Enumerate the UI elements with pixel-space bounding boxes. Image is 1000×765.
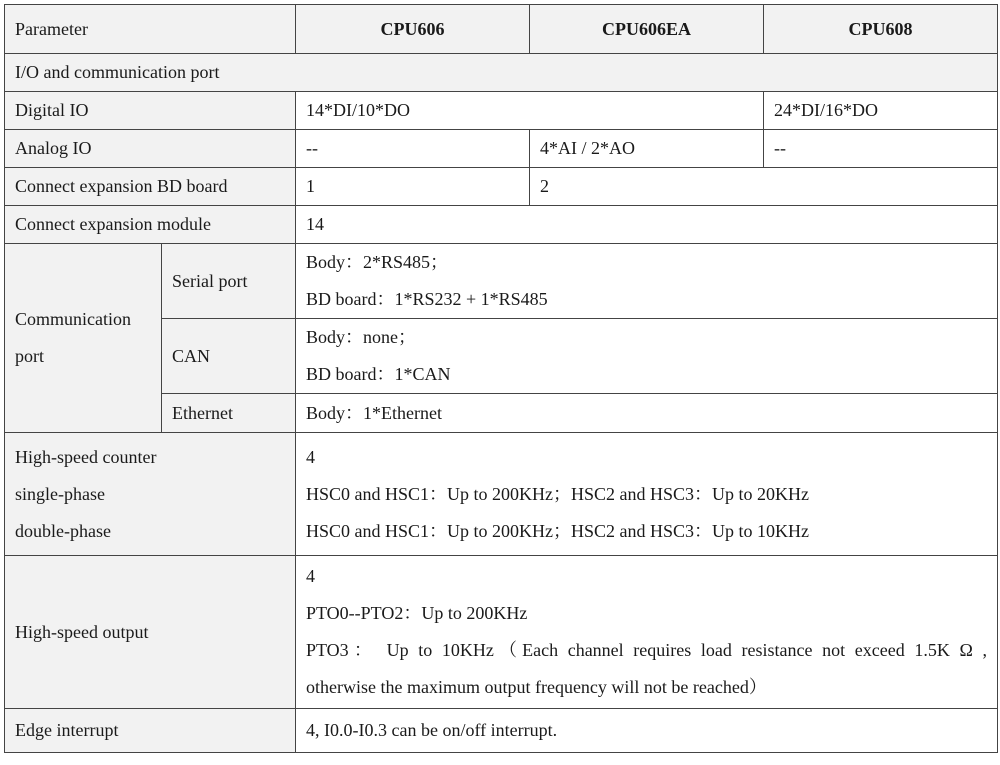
bd-board-cpu606ea-608: 2 — [530, 168, 998, 206]
digital-io-label: Digital IO — [5, 92, 296, 130]
section-io-title: I/O and communication port — [5, 54, 998, 92]
bd-board-label: Connect expansion BD board — [5, 168, 296, 206]
serial-port-label: Serial port — [162, 244, 296, 319]
serial-port-line2: BD board：1*RS232 + 1*RS485 — [306, 289, 548, 309]
cpu-spec-table — [4, 4, 998, 753]
hso-line4: otherwise the maximum output frequency will not be reached） — [306, 677, 767, 697]
edge-interrupt-label: Edge interrupt — [5, 709, 296, 753]
high-speed-counter-row — [5, 433, 998, 556]
high-speed-output-row — [5, 556, 998, 709]
high-speed-counter-label — [5, 433, 296, 556]
can-label: CAN — [162, 319, 296, 394]
hsc-label-line1: High-speed counter — [15, 446, 157, 467]
analog-io-row — [5, 130, 998, 168]
ethernet-label: Ethernet — [162, 394, 296, 433]
edge-interrupt-row — [5, 709, 998, 753]
section-row — [5, 54, 998, 92]
ethernet-line1: Body：1*Ethernet — [306, 402, 442, 423]
header-cpu606: CPU606 — [296, 5, 530, 54]
hso-line3: PTO3： Up to 10KHz（Each channel requires load resistance not exceed 1.5K Ω , — [306, 640, 987, 660]
digital-io-cpu608: 24*DI/16*DO — [764, 92, 998, 130]
header-cpu608: CPU608 — [764, 5, 998, 54]
hso-line2: PTO0--PTO2：Up to 200KHz — [306, 603, 528, 623]
hsc-line1: 4 — [306, 446, 315, 467]
bd-board-cpu606: 1 — [296, 168, 530, 206]
expansion-module-row — [5, 206, 998, 244]
expansion-module-label: Connect expansion module — [5, 206, 296, 244]
communication-label-line1: Communication — [15, 309, 131, 329]
hso-line1: 4 — [306, 566, 315, 586]
high-speed-output-label: High-speed output — [5, 556, 296, 709]
analog-io-cpu606: -- — [296, 130, 530, 168]
analog-io-label: Analog IO — [5, 130, 296, 168]
communication-label-line2: port — [15, 346, 44, 366]
communication-label — [5, 244, 162, 433]
high-speed-counter-value — [296, 433, 998, 556]
bd-board-row — [5, 168, 998, 206]
hsc-line3: HSC0 and HSC1：Up to 200KHz；HSC2 and HSC3：Up to 10KHz — [306, 520, 810, 541]
serial-port-line1: Body：2*RS485； — [306, 252, 449, 272]
hsc-label-line2: single-phase — [15, 483, 105, 504]
serial-port-value — [296, 244, 998, 319]
high-speed-output-value — [296, 556, 998, 709]
edge-interrupt-value: 4, I0.0-I0.3 can be on/off interrupt. — [296, 709, 998, 753]
hsc-label-line3: double-phase — [15, 520, 111, 541]
header-cpu606ea: CPU606EA — [530, 5, 764, 54]
header-parameter: Parameter — [5, 5, 296, 54]
can-line2: BD board：1*CAN — [306, 364, 451, 384]
can-line1: Body：none； — [306, 327, 416, 347]
can-value — [296, 319, 998, 394]
analog-io-cpu608: -- — [764, 130, 998, 168]
analog-io-cpu606ea: 4*AI / 2*AO — [530, 130, 764, 168]
expansion-module-value: 14 — [296, 206, 998, 244]
digital-io-row — [5, 92, 998, 130]
header-row — [5, 5, 998, 54]
serial-port-row — [5, 244, 998, 319]
digital-io-cpu606-606ea: 14*DI/10*DO — [296, 92, 764, 130]
ethernet-value — [296, 394, 998, 433]
hsc-line2: HSC0 and HSC1：Up to 200KHz；HSC2 and HSC3：Up to 20KHz — [306, 483, 810, 504]
